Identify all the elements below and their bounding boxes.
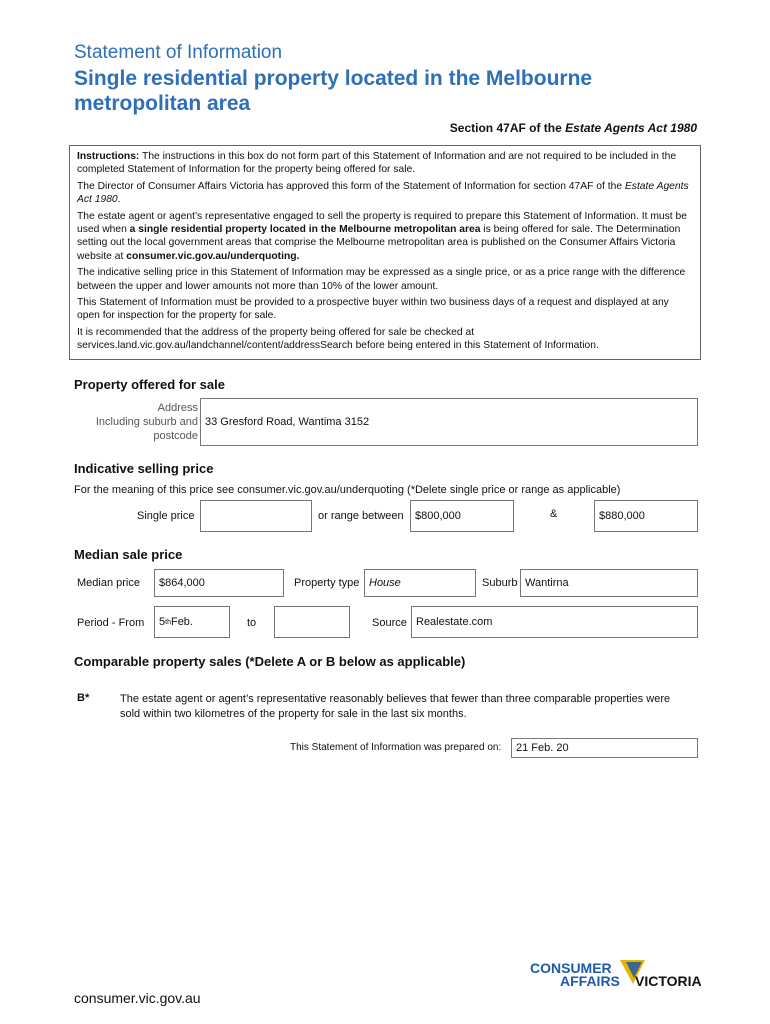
form-supertitle: Statement of Information — [74, 42, 283, 63]
to-label: to — [247, 617, 257, 629]
comparable-heading: Comparable property sales (*Delete A or B below as applicable) — [74, 654, 466, 669]
suburb-label: Suburb — [482, 577, 518, 589]
instructions-paragraph: It is recommended that the address of the property being offered for sale be checked at services.land.vic.gov.au/landchannel/content/addressSearch before being entered in this Statement of Information. — [77, 326, 599, 352]
instructions-paragraph: The Director of Consumer Affairs Victoria has approved this form of the Statement of Information for section 47AF of the Estate Agents Act 1980. — [77, 180, 689, 206]
prepared-on-field[interactable]: 21 Feb. 20 — [511, 738, 698, 758]
footer-url[interactable]: consumer.vic.gov.au — [74, 990, 201, 1006]
property-type-label: Property type — [294, 577, 360, 589]
single-price-label: Single price — [137, 510, 195, 522]
logo-graphic — [530, 958, 705, 998]
section-reference: Section 47AF of the Estate Agents Act 1980 — [449, 121, 697, 135]
price-note: For the meaning of this price see consumer.vic.gov.au/underquoting (*Delete single price or range as applicable) — [74, 484, 621, 496]
form-title: Single residential property located in the Melbourne metropolitan area — [74, 67, 593, 115]
consumer-affairs-victoria-logo — [530, 958, 705, 998]
logo-line-1: CONSUMER — [530, 960, 612, 976]
suburb-field[interactable]: Wantirna — [520, 569, 698, 597]
option-b-text: The estate agent or agent’s representative reasonably believes that fewer than three comparable properties were sold within two kilometres of the property for sale in the last six months. — [120, 693, 671, 720]
source-label: Source — [372, 617, 407, 629]
source-field[interactable]: Realestate.com — [411, 606, 698, 638]
logo-line-3: VICTORIA — [635, 973, 702, 989]
option-b-marker: B* — [77, 692, 90, 704]
median-heading: Median sale price — [74, 547, 183, 562]
range-label: or range between — [318, 510, 404, 522]
property-type-field[interactable]: House — [364, 569, 476, 597]
price-heading: Indicative selling price — [74, 461, 214, 476]
median-price-label: Median price — [77, 577, 140, 589]
range-high-field[interactable]: $880,000 — [594, 500, 698, 532]
ampersand: & — [550, 508, 558, 520]
logo-line-2: AFFAIRS — [560, 973, 620, 989]
address-label: Address Including suburb and postcode — [95, 402, 198, 442]
address-field[interactable]: 33 Gresford Road, Wantima 3152 — [200, 398, 698, 446]
instructions-paragraph: This Statement of Information must be provided to a prospective buyer within two business days of a request and displayed at any open for inspection for the property for sale. — [77, 297, 669, 322]
instructions-box — [69, 145, 701, 360]
period-to-field[interactable] — [274, 606, 350, 638]
prepared-on-label: This Statement of Information was prepared on: — [290, 742, 502, 753]
property-heading: Property offered for sale — [74, 377, 225, 392]
period-from-field[interactable]: 5 th Feb. — [154, 606, 230, 638]
instructions-paragraph: The estate agent or agent’s representative engaged to sell the property is required to prepare this Statement of Information. It must be used when a single residential property located in the Melbourne metropolitan area is being offered for sale. The Determination setting out the local government areas that comprise the Melbourne metropolitan area is published on the Consumer Affairs Victoria website at consumer.vic.gov.au/underquoting. — [77, 210, 687, 262]
median-price-field[interactable]: $864,000 — [154, 569, 284, 597]
range-low-field[interactable]: $800,000 — [410, 500, 514, 532]
period-from-label: Period - From — [77, 617, 145, 629]
single-price-field[interactable] — [200, 500, 312, 532]
instructions-paragraph: The indicative selling price in this Statement of Information may be expressed as a single price, or as a price range with the difference between the upper and lower amounts not more than 10% of the lower amount. — [77, 267, 686, 292]
instructions-paragraph: Instructions: The instructions in this box do not form part of this Statement of Information and are not required to be included in the completed Statement of Information for the property being offered for sale. — [77, 151, 677, 176]
